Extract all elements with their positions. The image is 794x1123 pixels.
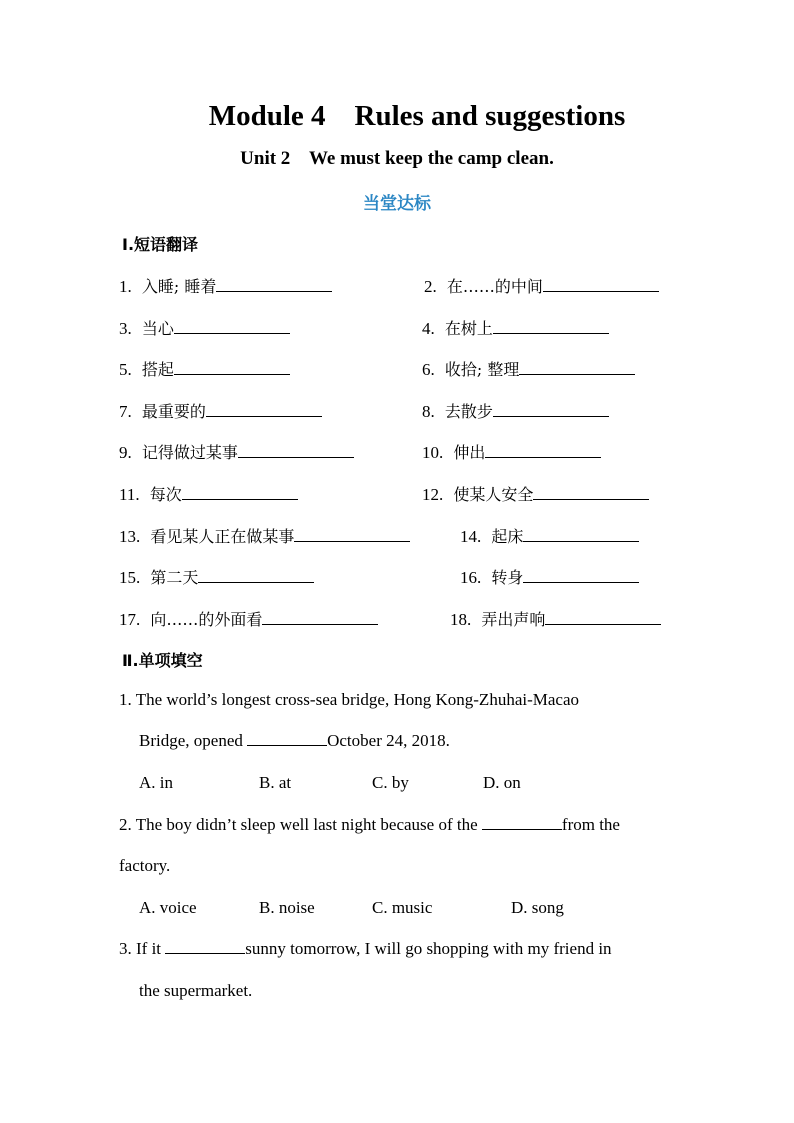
item-text: 最重要的: [141, 402, 206, 421]
answer-blank[interactable]: [493, 402, 609, 417]
question-text: 1. The world’s longest cross-sea bridge, Hong Kong-Zhuhai-Macao: [119, 690, 579, 709]
answer-blank[interactable]: [238, 443, 354, 458]
option-a: A. voice: [139, 898, 197, 917]
item-number: 16.: [460, 568, 482, 587]
question-text: October 24, 2018.: [327, 731, 450, 750]
item-number: 1.: [119, 277, 132, 296]
item-number: 4.: [422, 319, 435, 338]
answer-blank[interactable]: [523, 568, 639, 583]
phrase-item: [422, 399, 609, 422]
question-3-line-1: [119, 939, 612, 959]
answer-blank[interactable]: [482, 815, 562, 830]
answer-blank[interactable]: [523, 527, 639, 542]
item-text: 记得做过某事: [141, 443, 238, 462]
option-c: C. by: [372, 773, 409, 792]
answer-blank[interactable]: [519, 360, 635, 375]
answer-blank[interactable]: [165, 939, 245, 954]
item-number: 11.: [119, 485, 140, 504]
answer-blank[interactable]: [182, 485, 298, 500]
phrase-item: [119, 565, 314, 588]
option-b: B. at: [259, 773, 292, 792]
item-text: 搭起: [141, 360, 174, 379]
phrase-item: [119, 607, 378, 630]
answer-blank[interactable]: [247, 731, 327, 746]
item-text: 入睡; 睡着: [141, 277, 217, 296]
item-text: 使某人安全: [453, 485, 534, 504]
item-text: 收拾; 整理: [444, 360, 520, 379]
item-text: 看见某人正在做某事: [150, 527, 295, 546]
option-a: A. in: [139, 773, 173, 792]
answer-blank[interactable]: [294, 527, 410, 542]
item-number: 17.: [119, 610, 141, 629]
item-number: 9.: [119, 443, 132, 462]
question-1-line-1: [119, 690, 671, 710]
phrase-item: [119, 524, 410, 547]
unit-subtitle: Unit 2 We must keep the camp clean.: [240, 148, 554, 169]
item-number: 13.: [119, 527, 141, 546]
item-number: 5.: [119, 360, 132, 379]
section-tag: 当堂达标: [363, 194, 431, 214]
option-d: D. song: [511, 898, 564, 917]
question-3-line-2: the supermarket.: [139, 981, 253, 1000]
option-c: C. music: [372, 898, 433, 917]
option-b: B. noise: [259, 898, 315, 917]
section-2-heading: Ⅱ.单项填空: [122, 651, 203, 670]
phrase-item: [422, 440, 601, 463]
answer-blank[interactable]: [545, 610, 661, 625]
answer-blank[interactable]: [198, 568, 314, 583]
phrase-item: [119, 399, 322, 422]
item-number: 3.: [119, 319, 132, 338]
question-text: 2. The boy didn’t sleep well last night because of the: [119, 815, 482, 834]
item-text: 在……的中间: [446, 277, 543, 296]
answer-blank[interactable]: [206, 402, 322, 417]
item-number: 15.: [119, 568, 141, 587]
item-number: 10.: [422, 443, 444, 462]
question-2-line-1: [119, 815, 620, 835]
answer-blank[interactable]: [262, 610, 378, 625]
item-text: 向……的外面看: [150, 610, 263, 629]
item-text: 伸出: [453, 443, 486, 462]
module-title: Module 4 Rules and suggestions: [208, 100, 626, 132]
question-text: sunny tomorrow, I will go shopping with my friend in: [245, 939, 612, 958]
item-text: 起床: [491, 527, 524, 546]
question-text: Bridge, opened: [139, 731, 248, 750]
answer-blank[interactable]: [533, 485, 649, 500]
phrase-item: [460, 565, 639, 588]
phrase-item: [119, 482, 298, 505]
item-text: 弄出声响: [481, 610, 546, 629]
question-1-line-2: [139, 731, 450, 751]
item-text: 每次: [149, 485, 182, 504]
question-text: 3. If it: [119, 939, 166, 958]
item-text: 当心: [141, 319, 174, 338]
phrase-item: [422, 357, 635, 380]
answer-blank[interactable]: [485, 443, 601, 458]
answer-blank[interactable]: [543, 277, 659, 292]
item-text: 第二天: [150, 568, 199, 587]
phrase-item: [119, 357, 290, 380]
phrase-item: [119, 440, 354, 463]
question-2-line-2: factory.: [119, 856, 171, 875]
question-text: from the: [561, 815, 620, 834]
answer-blank[interactable]: [493, 319, 609, 334]
item-number: 8.: [422, 402, 435, 421]
phrase-item: [119, 316, 290, 339]
phrase-item: [422, 316, 609, 339]
answer-blank[interactable]: [174, 360, 290, 375]
answer-blank[interactable]: [216, 277, 332, 292]
item-number: 7.: [119, 402, 132, 421]
phrase-item: [422, 482, 649, 505]
item-text: 去散步: [444, 402, 493, 421]
item-text: 在树上: [444, 319, 493, 338]
phrase-item: [424, 274, 659, 297]
answer-blank[interactable]: [174, 319, 290, 334]
item-number: 12.: [422, 485, 444, 504]
item-number: 2.: [424, 277, 437, 296]
item-number: 18.: [450, 610, 472, 629]
phrase-item: [450, 607, 661, 630]
phrase-item: [119, 274, 332, 297]
item-text: 转身: [491, 568, 524, 587]
section-1-heading: Ⅰ.短语翻译: [122, 235, 199, 254]
item-number: 6.: [422, 360, 435, 379]
phrase-item: [460, 524, 639, 547]
item-number: 14.: [460, 527, 482, 546]
option-d: D. on: [483, 773, 521, 792]
